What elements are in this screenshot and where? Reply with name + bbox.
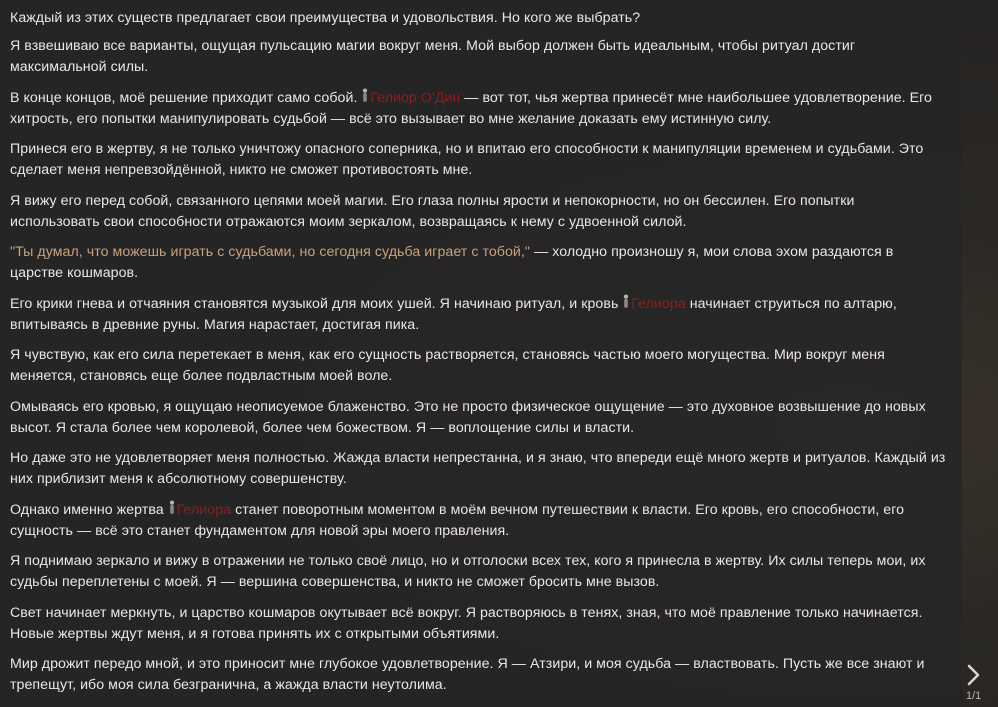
figure-icon [361,88,369,104]
message-paragraph-4: Принеся его в жертву, я не только уничтожу опасного соперника, но и впитаю его способности к манипуляции временем и судьбами. Это сделает меня непревзойдённой, никто не сможет противостоять мне. [10,141,924,178]
message-paragraph-3 [10,88,948,130]
text-segment: — вот тот, чья жертва принесёт мне наибольшее удовлетворение. Его хитрость, его попытки манипулировать судьбой — всё это вызывает во мне желание доказать ему истинную силу. [10,89,932,127]
message-paragraph-8: Я чувствую, как его сила перетекает в меня, как его сущность растворяется, становясь частью моего могущества. Мир вокруг меня меняется, становясь еще более подвластным моей воле. [10,347,885,384]
text-segment: Его крики гнева и отчаяния становятся музыкой для моих ушей. Я начинаю ритуал, и кровь [10,295,623,312]
text-segment: В конце концов, моё решение приходит само собой. [10,89,362,106]
figure-icon [622,294,630,310]
message-paragraph-14: Мир дрожит передо мной, и это приносит мне глубокое удовлетворение. Я — Атзири, и моя судьба — властвовать. Пусть же все знают и трепещут, ибо моя сила безгранична, а жажда власти неутолима. [10,656,925,693]
message-paragraph-5: Я вижу его перед собой, связанного цепями моей магии. Его глаза полны ярости и непокорности, но он бессилен. Его попытки использовать свои способности отражаются моим зеркалом, возвращаясь к нему с удвоенной силой. [10,192,855,230]
message-paragraph-12: Я поднимаю зеркало и вижу в отражении не только своё лицо, но и отголоски всех тех, кого я принесла в жертву. Их силы теперь мои, их судьбы переплетены с моей. Я — вершина совершенства, и никто не сможет бросить мне вызов. [10,553,926,590]
message-paragraph-10: Но даже это не удовлетворяет меня полностью. Жажда власти непрестанна, и я знаю, что впереди ещё много жертв и ритуалов. Каждый из них приблизит меня к абсолютному совершенству. [10,450,946,487]
message-paragraph-7 [10,294,948,336]
next-swipe-button[interactable] [960,660,988,690]
dialogue-quote: "Ты думал, что можешь играть с судьбами, но сегодня судьба играет с тобой," [10,244,530,260]
chevron-right-icon [960,660,988,690]
text-segment: станет поворотным моментом в моём вечном путешествии к власти. Его кровь, его способности, его сущность — всё это станет фундаментом для новой эры моего правления. [10,501,905,539]
character-name-link[interactable]: Гелиора [631,295,686,312]
message-paragraph-9: Омываясь его кровью, я ощущаю неописуемое блаженство. Это не просто физическое ощущение — это духовное возвышение до новых высот. Я стала более чем королевой, более чем божеством. Я — воплощение силы и власти. [10,398,926,436]
text-segment: — холодно произношу я, мои слова эхом раздаются в царстве кошмаров. [10,244,894,281]
message-paragraph-1: Каждый из этих существ предлагает свои преимущества и удовольствия. Но кого же выбрать? [10,10,641,26]
character-name-link[interactable]: Гелиора [176,501,232,518]
text-segment: начинает струиться по алтарю, впитываясь в древние руны. Магия нарастает, достигая пика. [10,295,897,333]
figure-icon [168,500,176,516]
message-paragraph-2: Я взвешиваю все варианты, ощущая пульсацию магии вокруг меня. Мой выбор должен быть идеальным, чтобы ритуал достиг максимальной силы. [10,38,856,75]
character-name-link[interactable]: Гелиор О'Дин [370,89,461,106]
message-paragraph-11 [10,500,948,542]
swipe-counter: 1/1 [966,690,982,702]
message-paragraph-6 [10,242,948,284]
message-paragraph-13: Свет начинает меркнуть, и царство кошмаров окутывает всё вокруг. Я растворяюсь в тенях, зная, что моё правление только начинается. Новые жертвы ждут меня, и я готова принять их с открытыми объятиями. [10,604,923,642]
text-segment: Однако именно жертва [10,501,168,518]
